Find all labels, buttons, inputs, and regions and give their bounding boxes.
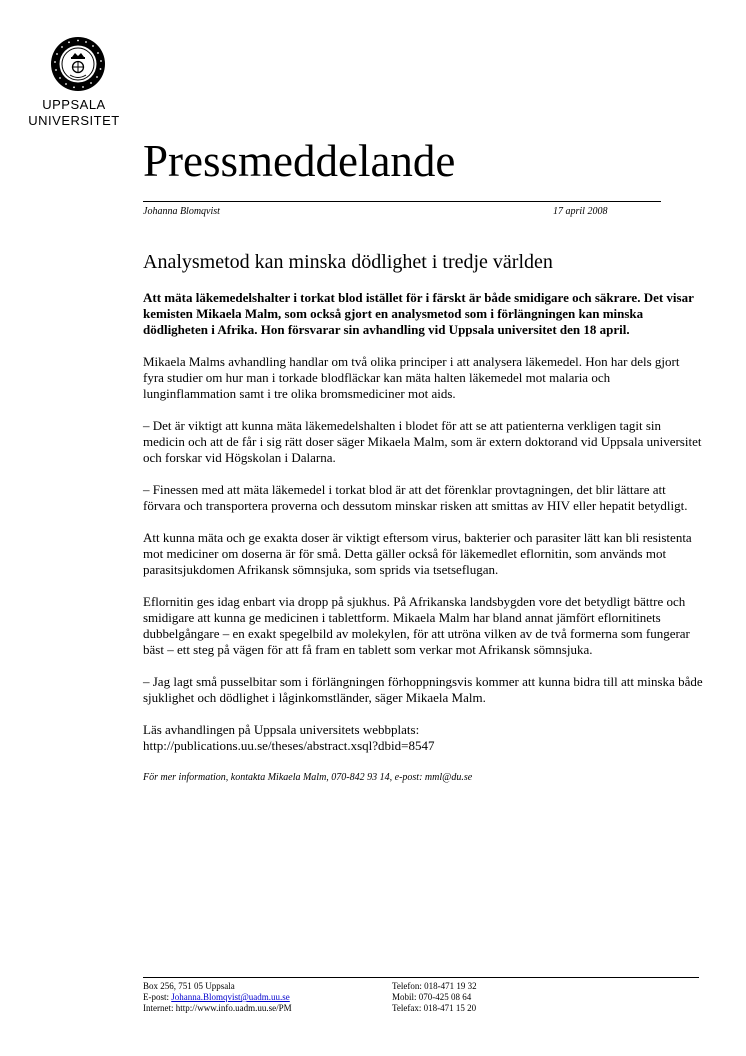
footer-divider (143, 977, 699, 978)
footer-address-block (143, 981, 292, 1014)
header-divider (143, 201, 661, 202)
university-name-line2: UNIVERSITET (28, 113, 120, 128)
article-paragraph: Att kunna mäta och ge exakta doser är viktigt eftersom virus, bakterier och parasiter lätt kan bli resistenta mot mediciner om doserna är för små. Detta gäller också för läkemedlet eflornitin, som används mot parasitsjukdomen Afrikansk sömnsjuka, som sprids via tsetseflugan. (143, 530, 692, 577)
footer-phone-block (392, 981, 477, 1014)
university-name-line1: UPPSALA (42, 97, 106, 112)
university-seal-logo (50, 36, 106, 92)
author-name: Johanna Blomqvist (143, 206, 220, 217)
page-title: Pressmeddelande (143, 136, 456, 186)
footer-internet: Internet: http://www.info.uadm.uu.se/PM (143, 1003, 292, 1013)
footer-phone: Telefon: 018-471 19 32 (392, 981, 477, 991)
read-more (143, 722, 703, 754)
article-body (143, 290, 703, 802)
publish-date: 17 april 2008 (553, 206, 608, 217)
article-paragraph: Mikaela Malms avhandling handlar om två olika principer i att analysera läkemedel. Hon har dels gjort fyra studier om hur man i torkade blodfläckar kan mäta halten läkemedel mot malaria och lunginflammation samt i tre olika bromsmediciner mot aids. (143, 354, 680, 401)
footer-email-line (143, 992, 292, 1003)
article-paragraph: – Det är viktigt att kunna mäta läkemedelshalten i blodet för att se att patienterna verkligen tagit sin medicin och att de får i sig rätt doser säger Mikaela Malm, som är extern doktorand vid Uppsala universitet och forskar vid Högskolan i Dalarna. (143, 418, 702, 465)
article-lead: Att mäta läkemedelshalter i torkat blod istället för i färskt är både smidigare och säkrare. Det visar kemisten Mikaela Malm, som också gjort en analysmetod som i förlängningen kan minska dödligheten i Afrika. Hon försvarar sin avhandling vid Uppsala universitet den 18 april. (143, 290, 694, 337)
footer-fax: Telefax: 018-471 15 20 (392, 1003, 477, 1013)
footer-address: Box 256, 751 05 Uppsala (143, 981, 235, 991)
article-paragraph: – Finessen med att mäta läkemedel i torkat blod är att det förenklar provtagningen, det blir lättare att förvara och transportera proverna och dessutom minskar risken att smittas av HIV eller hepatit betydligt. (143, 482, 688, 513)
footer-email-link[interactable]: Johanna.Blomqvist@uadm.uu.se (171, 992, 290, 1002)
footer-email-label: E-post: (143, 992, 172, 1002)
contact-info: För mer information, kontakta Mikaela Malm, 070-842 93 14, e-post: mml@du.se (143, 772, 473, 783)
read-more-label: Läs avhandlingen på Uppsala universitets webbplats: (143, 722, 420, 737)
thesis-link[interactable]: http://publications.uu.se/theses/abstract.xsql?dbid=8547 (143, 738, 435, 753)
article-paragraph: Eflornitin ges idag enbart via dropp på sjukhus. På Afrikanska landsbygden vore det betydligt bättre och smidigare att kunna ge medicinen i tablettform. Mikaela Malm har bland annat jämfört eflornitinets dubbelgångare – en exakt spegelbild av molekylen, för att utröna vilken av de två formerna som fungerar bäst – ett steg på vägen för att få fram en tablett som verkar mot Afrikansk sömnsjuka. (143, 594, 690, 657)
footer-mobile: Mobil: 070-425 08 64 (392, 992, 472, 1002)
article-paragraph: – Jag lagt små pusselbitar som i förlängningen förhoppningsvis kommer att kunna bidra till att minska både sjuklighet och dödlighet i låginkomstländer, säger Mikaela Malm. (143, 674, 703, 705)
university-name (18, 97, 130, 129)
article-headline: Analysmetod kan minska dödlighet i tredje världen (143, 251, 553, 273)
